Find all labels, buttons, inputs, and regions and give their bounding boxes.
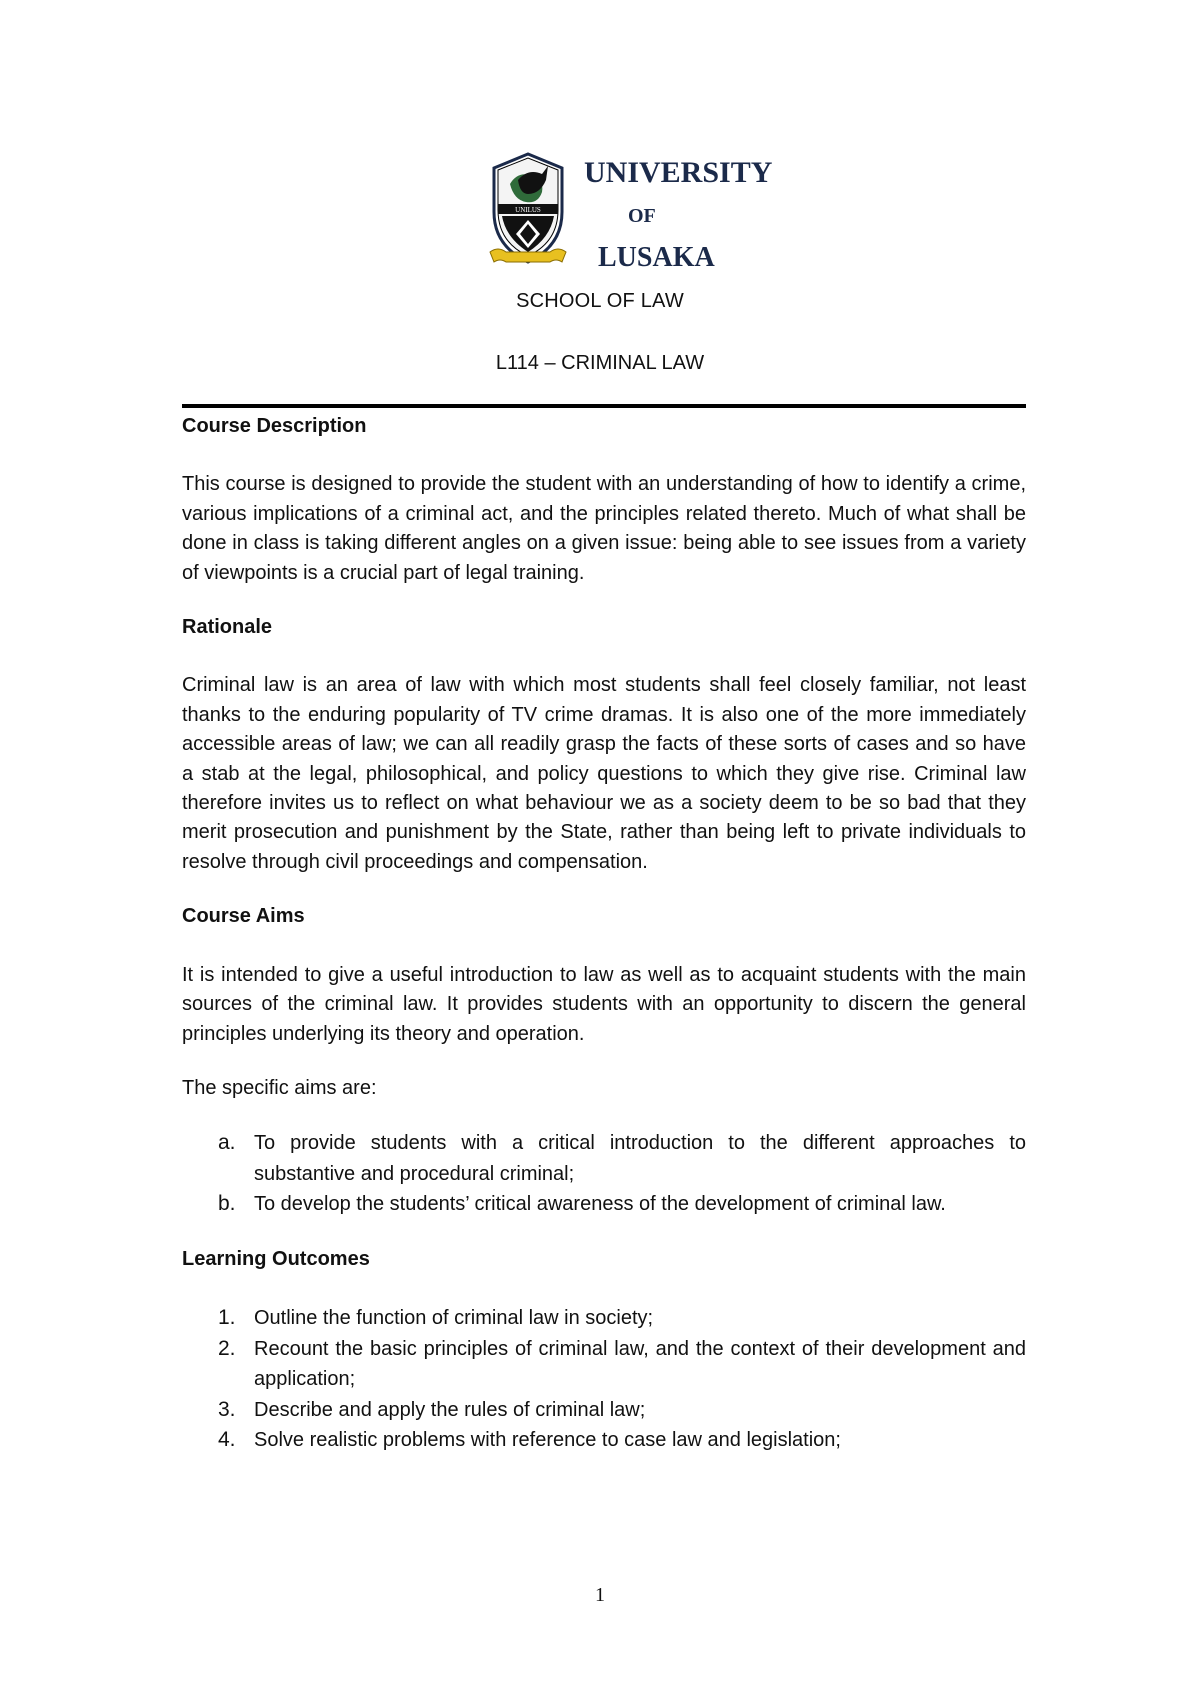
list-item — [182, 1425, 1026, 1456]
list-marker: 3. — [218, 1397, 236, 1421]
list-item-text: To develop the students’ critical awareness of the development of criminal law. — [254, 1193, 946, 1216]
heading-learning-outcomes: Learning Outcomes — [182, 1247, 370, 1270]
list-item-text: Solve realistic problems with reference to case law and legislation; — [254, 1429, 841, 1452]
outcomes-list — [182, 1303, 1026, 1456]
aims-list — [182, 1128, 1026, 1220]
list-item — [182, 1303, 1026, 1334]
list-item-text: Recount the basic principles of criminal law, and the context of their development and application; — [254, 1337, 1026, 1391]
list-item — [182, 1128, 1026, 1189]
page-number: 1 — [595, 1584, 605, 1606]
list-marker: a. — [218, 1131, 236, 1155]
shield-icon — [490, 154, 566, 262]
title-rule — [182, 404, 1026, 408]
shield-motto: UNILUS — [515, 206, 541, 214]
list-marker: b. — [218, 1192, 236, 1216]
logo-word-of: OF — [628, 205, 656, 227]
list-marker: 1. — [218, 1306, 236, 1330]
logo-word-university: UNIVERSITY — [584, 156, 773, 189]
university-logo — [488, 150, 773, 280]
list-item — [182, 1189, 1026, 1220]
heading-course-aims: Course Aims — [182, 905, 305, 928]
heading-course-description: Course Description — [182, 415, 367, 437]
logo-word-lusaka: LUSAKA — [598, 242, 715, 273]
list-item — [182, 1334, 1026, 1395]
list-item — [182, 1395, 1026, 1426]
list-marker: 2. — [218, 1336, 236, 1360]
document-body — [182, 412, 1026, 1456]
list-item-text: Outline the function of criminal law in society; — [254, 1307, 654, 1330]
school-name: SCHOOL OF LAW — [516, 290, 684, 312]
list-item-text: To provide students with a critical introduction to the different approaches to substantive and procedural criminal; — [254, 1132, 1026, 1185]
list-marker: 4. — [218, 1428, 236, 1452]
paragraph-course-description: This course is designed to provide the student with an understanding of how to identify a crime, various implications of a criminal act, and the principles related thereto. Much of what shall be done in class is taking different angles on a given issue: being able to see issues from a variety of viewpoints is a crucial part of legal training. — [182, 473, 1026, 584]
paragraph-rationale: Criminal law is an area of law with which most students shall feel closely familiar, not least thanks to the enduring popularity of TV crime dramas. It is also one of the more immediately accessible areas of law; we can all readily grasp the facts of these sorts of cases and so have a stab at the legal, philosophical, and policy questions to which they give rise. Criminal law therefore invites us to reflect on what behaviour we as a society deem to be so bad that they merit prosecution and punishment by the State, rather than being left to private individuals to resolve through civil proceedings and compensation. — [182, 674, 1026, 873]
course-title: L114 – CRIMINAL LAW — [495, 352, 705, 374]
aims-intro: The specific aims are: — [182, 1076, 377, 1099]
paragraph-course-aims: It is intended to give a useful introduction to law as well as to acquaint students with the main sources of the criminal law. It provides students with an opportunity to discern the general principles underlying its theory and operation. — [182, 963, 1026, 1045]
heading-rationale: Rationale — [182, 616, 273, 639]
list-item-text: Describe and apply the rules of criminal law; — [254, 1398, 646, 1421]
